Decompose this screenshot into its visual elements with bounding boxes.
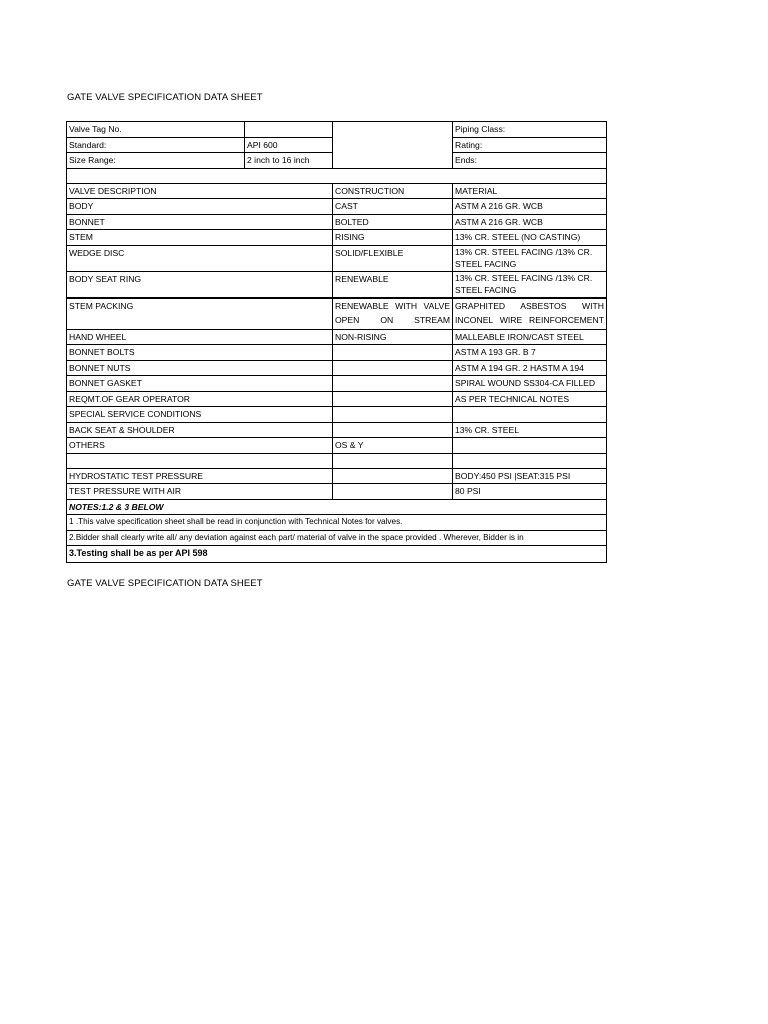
- row-construction: [333, 345, 453, 361]
- table-row: [67, 271, 607, 298]
- air-test-blank: [333, 484, 453, 500]
- row-construction: BOLTED: [333, 214, 453, 230]
- row-desc: BONNET NUTS: [67, 360, 333, 376]
- row-material: GRAPHITED ASBESTOS WITH INCONEL WIRE REINFORCEMENT: [453, 298, 607, 330]
- row-material: 13% CR. STEEL: [453, 422, 607, 438]
- table-row: [67, 391, 607, 407]
- table-row: [67, 214, 607, 230]
- note-row: [67, 530, 607, 546]
- table-row: [67, 298, 607, 330]
- row-material: SPIRAL WOUND SS304-CA FILLED: [453, 376, 607, 392]
- document-title-top: GATE VALVE SPECIFICATION DATA SHEET: [67, 92, 263, 103]
- row-desc: REQMT.OF GEAR OPERATOR: [67, 391, 333, 407]
- row-construction: CAST: [333, 199, 453, 215]
- header-blank-cell: [333, 122, 453, 169]
- row-construction: NON-RISING: [333, 329, 453, 345]
- note-1: 1 .This valve specification sheet shall be read in conjunction with Technical Notes for valves.: [67, 515, 607, 531]
- hydro-test-blank: [333, 468, 453, 484]
- row-material: [453, 407, 607, 423]
- row-material: 13% CR. STEEL (NO CASTING): [453, 230, 607, 246]
- row-desc: WEDGE DISC: [67, 245, 333, 271]
- note-2: 2.Bidder shall clearly write all/ any deviation against each part/ material of valve in the space provided . Wherever, Bidder is in: [67, 530, 607, 546]
- row-desc: STEM PACKING: [67, 298, 333, 330]
- ends-label: Ends:: [453, 153, 607, 169]
- col-construction: CONSTRUCTION: [333, 183, 453, 199]
- valve-tag-value: [245, 122, 333, 138]
- header-row-tag: [67, 122, 607, 138]
- row-desc: BODY: [67, 199, 333, 215]
- table-row: [67, 407, 607, 423]
- size-value: 2 inch to 16 inch: [245, 153, 333, 169]
- row-construction: [333, 360, 453, 376]
- row-material: MALLEABLE IRON/CAST STEEL: [453, 329, 607, 345]
- row-material: ASTM A 193 GR. B 7: [453, 345, 607, 361]
- table-row: [67, 230, 607, 246]
- row-desc: BODY SEAT RING: [67, 271, 333, 298]
- row-material: ASTM A 216 GR. WCB: [453, 214, 607, 230]
- row-desc: BONNET: [67, 214, 333, 230]
- size-label: Size Range:: [67, 153, 245, 169]
- spacer-row: [67, 168, 607, 183]
- row-construction: RISING: [333, 230, 453, 246]
- table-row: [67, 376, 607, 392]
- table-row: [67, 199, 607, 215]
- air-test-row: [67, 484, 607, 500]
- notes-heading: NOTES:1.2 & 3 BELOW: [67, 499, 607, 515]
- row-construction: RENEWABLE: [333, 271, 453, 298]
- row-desc: BONNET GASKET: [67, 376, 333, 392]
- valve-tag-label: Valve Tag No.: [67, 122, 245, 138]
- row-desc: BONNET BOLTS: [67, 345, 333, 361]
- col-description: VALVE DESCRIPTION: [67, 183, 333, 199]
- hydro-test-row: [67, 468, 607, 484]
- hydro-test-label: HYDROSTATIC TEST PRESSURE: [67, 468, 333, 484]
- air-test-value: 80 PSI: [453, 484, 607, 500]
- column-header-row: [67, 183, 607, 199]
- row-desc: BACK SEAT & SHOULDER: [67, 422, 333, 438]
- hydro-test-value: BODY:450 PSI |SEAT:315 PSI: [453, 468, 607, 484]
- standard-label: Standard:: [67, 137, 245, 153]
- row-construction: RENEWABLE WITH VALVE OPEN ON STREAM: [333, 298, 453, 330]
- row-desc: STEM: [67, 230, 333, 246]
- spacer-row: [67, 453, 607, 468]
- air-test-label: TEST PRESSURE WITH AIR: [67, 484, 333, 500]
- row-material: [453, 438, 607, 454]
- table-row: [67, 438, 607, 454]
- table-row: [67, 345, 607, 361]
- row-desc: HAND WHEEL: [67, 329, 333, 345]
- document-title-bottom: GATE VALVE SPECIFICATION DATA SHEET: [67, 578, 263, 589]
- table-row: [67, 360, 607, 376]
- row-construction: [333, 407, 453, 423]
- row-construction: [333, 376, 453, 392]
- table-row: [67, 329, 607, 345]
- table-row: [67, 245, 607, 271]
- row-material: ASTM A 194 GR. 2 HASTM A 194: [453, 360, 607, 376]
- row-desc: SPECIAL SERVICE CONDITIONS: [67, 407, 333, 423]
- table-row: [67, 422, 607, 438]
- notes-heading-row: [67, 499, 607, 515]
- col-material: MATERIAL: [453, 183, 607, 199]
- row-construction: SOLID/FLEXIBLE: [333, 245, 453, 271]
- row-material: ASTM A 216 GR. WCB: [453, 199, 607, 215]
- row-material: 13% CR. STEEL FACING /13% CR. STEEL FACING: [453, 271, 607, 298]
- row-construction: [333, 422, 453, 438]
- note-row: [67, 546, 607, 563]
- row-material: AS PER TECHNICAL NOTES: [453, 391, 607, 407]
- row-construction: [333, 391, 453, 407]
- rating-label: Rating:: [453, 137, 607, 153]
- piping-class-label: Piping Class:: [453, 122, 607, 138]
- row-material: 13% CR. STEEL FACING /13% CR. STEEL FACING: [453, 245, 607, 271]
- standard-value: API 600: [245, 137, 333, 153]
- note-3: 3.Testing shall be as per API 598: [67, 546, 607, 563]
- row-desc: OTHERS: [67, 438, 333, 454]
- spec-sheet-table: [66, 121, 604, 565]
- row-construction: OS & Y: [333, 438, 453, 454]
- note-row: [67, 515, 607, 531]
